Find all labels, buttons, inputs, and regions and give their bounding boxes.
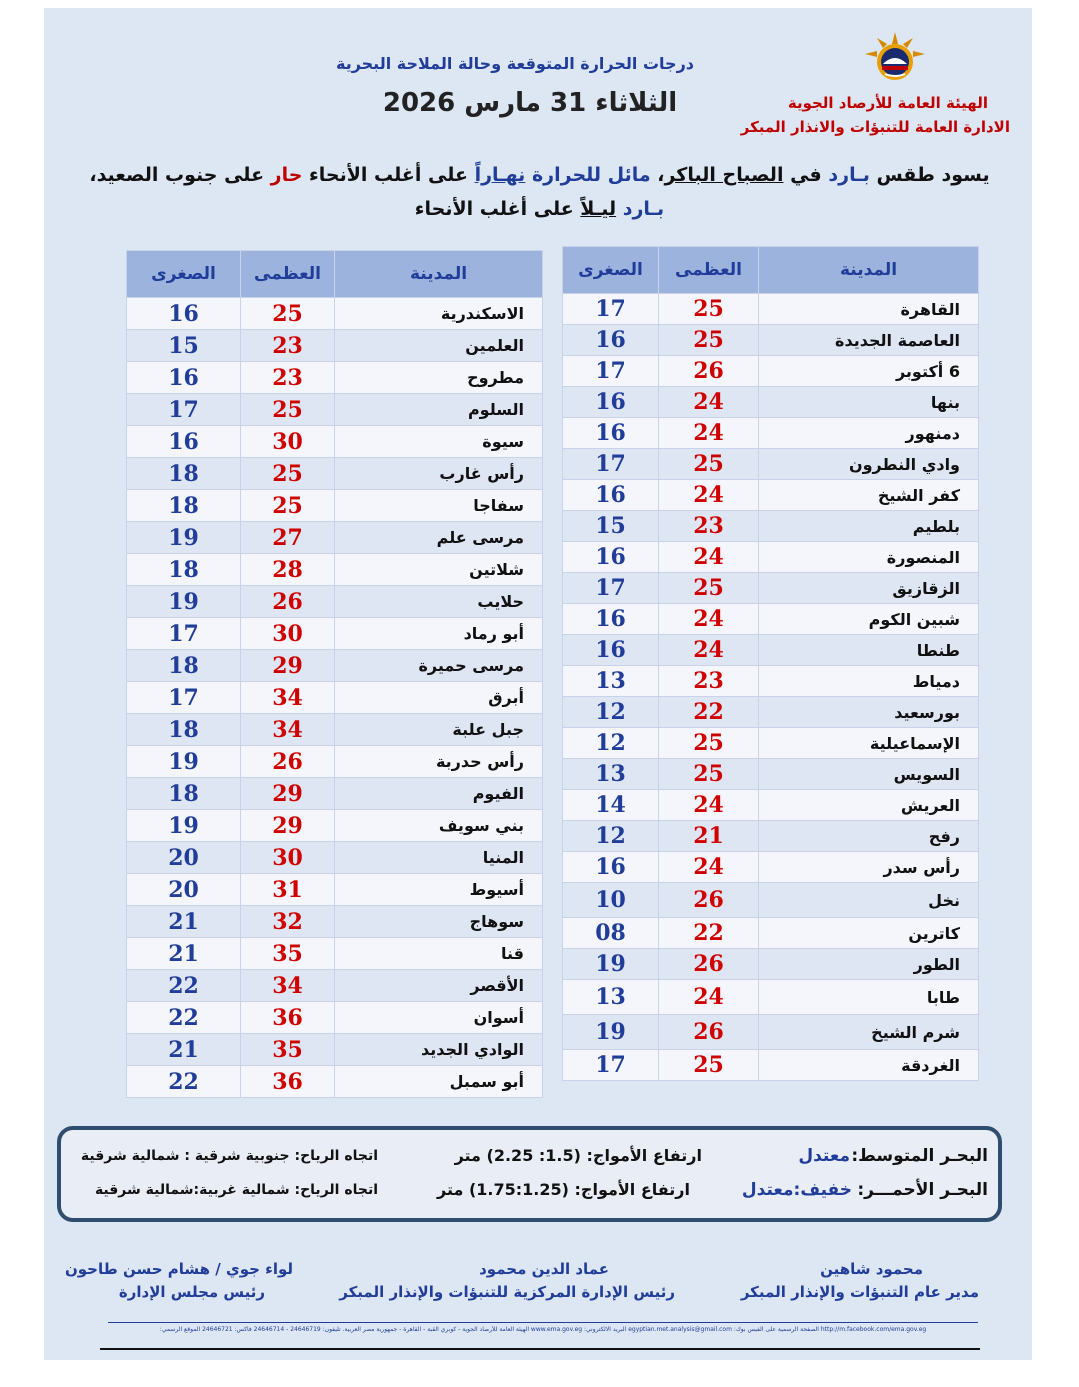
city-cell: الطور: [759, 949, 979, 980]
min-temp-cell: 17: [563, 1050, 659, 1081]
max-temp-cell: 32: [241, 906, 335, 938]
min-temp-cell: 16: [563, 418, 659, 449]
table-row: [127, 938, 543, 970]
table-row: [127, 330, 543, 362]
max-temp-cell: 30: [241, 618, 335, 650]
city-cell: رأس حدربة: [335, 746, 543, 778]
max-temp-cell: 35: [241, 1034, 335, 1066]
table-row: [563, 480, 979, 511]
max-temp-cell: 27: [241, 522, 335, 554]
temperature-table-right: [562, 246, 979, 1081]
city-cell: 6 أكتوبر: [759, 356, 979, 387]
city-cell: العاصمة الجديدة: [759, 325, 979, 356]
max-temp-cell: 24: [659, 387, 759, 418]
city-cell: العلمين: [335, 330, 543, 362]
table-row: [563, 759, 979, 790]
table-row: [563, 1015, 979, 1050]
table-row: [563, 356, 979, 387]
ema-logo-icon: [855, 30, 935, 90]
city-cell: بني سويف: [335, 810, 543, 842]
max-temp-cell: 22: [659, 697, 759, 728]
city-cell: شلاتين: [335, 554, 543, 586]
city-cell: المنصورة: [759, 542, 979, 573]
city-cell: رأس سدر: [759, 852, 979, 883]
min-temp-cell: 16: [563, 852, 659, 883]
table-row: [563, 666, 979, 697]
max-temp-cell: 24: [659, 635, 759, 666]
footer-divider: [108, 1322, 978, 1323]
city-cell: الاسكندرية: [335, 298, 543, 330]
min-temp-cell: 21: [127, 1034, 241, 1066]
min-temp-cell: 19: [563, 1015, 659, 1050]
table-row: [563, 604, 979, 635]
min-temp-cell: 17: [563, 449, 659, 480]
min-temp-cell: 16: [563, 387, 659, 418]
footer-contact-line[interactable]: http://m.facebook.com/ema.gov.eg الصفحة الرسمية على الفيس بوك: egyptian.met.analysis@gmail.com البريد الالكتروني: www.ema.gov.eg الهيئة العامة للأرصاد الجوية - كوبري القبة - القاهرة - جمهورية مصر العربية. تليفون: 24646719 - 24646714 فاكس: 24646721 الموقع الرسمي:: [159, 1326, 927, 1333]
city-cell: مرسى علم: [335, 522, 543, 554]
min-temp-cell: 17: [127, 682, 241, 714]
city-cell: أبو سمبل: [335, 1066, 543, 1098]
city-cell: سيوة: [335, 426, 543, 458]
table-row: [563, 790, 979, 821]
max-temp-cell: 24: [659, 604, 759, 635]
bottom-rule: [100, 1348, 980, 1350]
city-cell: سوهاج: [335, 906, 543, 938]
min-temp-cell: 17: [563, 294, 659, 325]
document-subtitle: درجات الحرارة المتوقعة وحالة الملاحة البحرية: [335, 54, 694, 73]
max-temp-cell: 26: [659, 1015, 759, 1050]
org-department: الادارة العامة للتنبؤات والانذار المبكر: [740, 118, 1010, 136]
min-temp-cell: 19: [127, 746, 241, 778]
forecast-summary-line2: بـارد ليـلاً على أغلب الأنحاء: [414, 198, 665, 220]
max-temp-cell: 25: [659, 1050, 759, 1081]
min-temp-cell: 18: [127, 778, 241, 810]
city-cell: طنطا: [759, 635, 979, 666]
max-temp-cell: 24: [659, 980, 759, 1015]
min-temp-cell: 22: [127, 970, 241, 1002]
city-cell: أسيوط: [335, 874, 543, 906]
min-temp-cell: 18: [127, 554, 241, 586]
city-cell: سفاجا: [335, 490, 543, 522]
min-temp-cell: 12: [563, 697, 659, 728]
city-cell: وادي النطرون: [759, 449, 979, 480]
table-row: [127, 1034, 543, 1066]
city-cell: السويس: [759, 759, 979, 790]
max-temp-cell: 25: [659, 759, 759, 790]
city-cell: بورسعيد: [759, 697, 979, 728]
med-sea-waves: ارتفاع الأمواج: (1.5: 2.25) متر: [454, 1146, 702, 1165]
table-row: [127, 522, 543, 554]
max-temp-cell: 25: [241, 298, 335, 330]
city-cell: نخل: [759, 883, 979, 918]
table-row: [127, 810, 543, 842]
max-temp-cell: 25: [659, 573, 759, 604]
min-temp-cell: 17: [563, 573, 659, 604]
table-row: [563, 325, 979, 356]
table-row: [127, 778, 543, 810]
city-cell: حلايب: [335, 586, 543, 618]
min-temp-cell: 13: [563, 759, 659, 790]
sea-state-box: [57, 1126, 1002, 1222]
min-temp-cell: 16: [127, 426, 241, 458]
min-temp-cell: 16: [127, 362, 241, 394]
min-temp-cell: 18: [127, 650, 241, 682]
column-header-max: العظمى: [241, 251, 335, 298]
city-cell: الزقازيق: [759, 573, 979, 604]
column-header-city: المدينة: [335, 251, 543, 298]
max-temp-cell: 24: [659, 852, 759, 883]
temperature-table-left: [126, 250, 543, 1098]
signature-name-2: عماد الدين محمود: [479, 1260, 609, 1278]
table-row: [563, 511, 979, 542]
table-row: [127, 490, 543, 522]
table-row: [127, 362, 543, 394]
table-row: [127, 682, 543, 714]
city-cell: أبو رماد: [335, 618, 543, 650]
max-temp-cell: 24: [659, 790, 759, 821]
table-row: [563, 573, 979, 604]
min-temp-cell: 16: [563, 542, 659, 573]
city-cell: شرم الشيخ: [759, 1015, 979, 1050]
signature-title-2: رئيس الإدارة المركزية للتنبؤات والإنذار المبكر: [339, 1283, 675, 1301]
city-cell: أسوان: [335, 1002, 543, 1034]
max-temp-cell: 26: [241, 746, 335, 778]
table-row: [563, 980, 979, 1015]
min-temp-cell: 22: [127, 1002, 241, 1034]
table-row: [127, 970, 543, 1002]
max-temp-cell: 34: [241, 714, 335, 746]
city-cell: مرسى حميرة: [335, 650, 543, 682]
table-row: [127, 874, 543, 906]
min-temp-cell: 15: [563, 511, 659, 542]
min-temp-cell: 19: [127, 810, 241, 842]
min-temp-cell: 22: [127, 1066, 241, 1098]
red-sea-state: خفيف:معتدل: [741, 1180, 852, 1200]
city-cell: السلوم: [335, 394, 543, 426]
city-cell: بلطيم: [759, 511, 979, 542]
table-row: [563, 1050, 979, 1081]
min-temp-cell: 18: [127, 458, 241, 490]
document-date: الثلاثاء 31 مارس 2026: [382, 88, 678, 118]
city-cell: مطروح: [335, 362, 543, 394]
min-temp-cell: 14: [563, 790, 659, 821]
city-cell: الغردقة: [759, 1050, 979, 1081]
min-temp-cell: 17: [127, 618, 241, 650]
table-row: [563, 883, 979, 918]
city-cell: كاترين: [759, 918, 979, 949]
column-header-min: الصغرى: [127, 251, 241, 298]
city-cell: الفيوم: [335, 778, 543, 810]
city-cell: بنها: [759, 387, 979, 418]
signature-title-3: رئيس مجلس الإدارة: [118, 1283, 265, 1301]
max-temp-cell: 26: [659, 356, 759, 387]
max-temp-cell: 25: [659, 449, 759, 480]
city-cell: رفح: [759, 821, 979, 852]
max-temp-cell: 29: [241, 810, 335, 842]
table-row: [563, 294, 979, 325]
max-temp-cell: 30: [241, 426, 335, 458]
table-row: [563, 542, 979, 573]
max-temp-cell: 24: [659, 542, 759, 573]
max-temp-cell: 25: [241, 394, 335, 426]
max-temp-cell: 34: [241, 970, 335, 1002]
min-temp-cell: 16: [563, 635, 659, 666]
max-temp-cell: 23: [241, 330, 335, 362]
city-cell: جبل علبة: [335, 714, 543, 746]
city-cell: قنا: [335, 938, 543, 970]
min-temp-cell: 12: [563, 728, 659, 759]
min-temp-cell: 16: [563, 480, 659, 511]
table-row: [127, 906, 543, 938]
max-temp-cell: 25: [659, 325, 759, 356]
table-row: [563, 918, 979, 949]
min-temp-cell: 10: [563, 883, 659, 918]
max-temp-cell: 29: [241, 650, 335, 682]
min-temp-cell: 13: [563, 980, 659, 1015]
max-temp-cell: 23: [659, 511, 759, 542]
city-cell: طابا: [759, 980, 979, 1015]
red-sea-label: البحـر الأحمـــر:: [857, 1180, 988, 1200]
min-temp-cell: 13: [563, 666, 659, 697]
max-temp-cell: 31: [241, 874, 335, 906]
city-cell: الإسماعيلية: [759, 728, 979, 759]
max-temp-cell: 23: [241, 362, 335, 394]
max-temp-cell: 28: [241, 554, 335, 586]
table-row: [127, 714, 543, 746]
table-row: [127, 746, 543, 778]
city-cell: دمنهور: [759, 418, 979, 449]
max-temp-cell: 21: [659, 821, 759, 852]
med-sea-state: معتدل: [798, 1146, 850, 1166]
city-cell: كفر الشيخ: [759, 480, 979, 511]
table-row: [127, 1066, 543, 1098]
max-temp-cell: 25: [659, 728, 759, 759]
max-temp-cell: 30: [241, 842, 335, 874]
red-sea-waves: ارتفاع الأمواج: (1.75:1.25) متر: [437, 1180, 690, 1199]
min-temp-cell: 08: [563, 918, 659, 949]
min-temp-cell: 18: [127, 490, 241, 522]
table-row: [563, 821, 979, 852]
red-sea-wind: اتجاه الرياح: شمالية غربية:شمالية شرقية: [94, 1182, 378, 1198]
max-temp-cell: 26: [659, 883, 759, 918]
max-temp-cell: 25: [241, 490, 335, 522]
min-temp-cell: 16: [563, 604, 659, 635]
signature-name-1: محمود شاهين: [820, 1260, 923, 1278]
table-row: [127, 458, 543, 490]
table-row: [563, 635, 979, 666]
city-cell: الأقصر: [335, 970, 543, 1002]
max-temp-cell: 36: [241, 1066, 335, 1098]
table-row: [127, 426, 543, 458]
table-row: [563, 697, 979, 728]
forecast-summary-line1: يسود طقس بـارد في الصباح الباكر، مائل للحرارة نهـاراً على أغلب الأنحاء حار على جنوب الصعيد،: [89, 164, 990, 186]
med-sea-wind: اتجاه الرياح: جنوبية شرقية : شمالية شرقية: [80, 1148, 378, 1164]
max-temp-cell: 25: [241, 458, 335, 490]
table-row: [563, 387, 979, 418]
city-cell: أبرق: [335, 682, 543, 714]
max-temp-cell: 26: [659, 949, 759, 980]
max-temp-cell: 22: [659, 918, 759, 949]
city-cell: رأس غارب: [335, 458, 543, 490]
min-temp-cell: 17: [563, 356, 659, 387]
column-header-max: العظمى: [659, 247, 759, 294]
signature-name-3: لواء جوي / هشام حسن طاحون: [64, 1260, 293, 1278]
min-temp-cell: 19: [127, 586, 241, 618]
table-row: [563, 418, 979, 449]
min-temp-cell: 16: [563, 325, 659, 356]
table-row: [127, 394, 543, 426]
table-row: [127, 1002, 543, 1034]
city-cell: شبين الكوم: [759, 604, 979, 635]
min-temp-cell: 20: [127, 874, 241, 906]
table-row: [127, 618, 543, 650]
min-temp-cell: 16: [127, 298, 241, 330]
signature-title-1: مدير عام التنبؤات والإنذار المبكر: [740, 1283, 979, 1301]
table-row: [563, 949, 979, 980]
table-row: [127, 842, 543, 874]
min-temp-cell: 15: [127, 330, 241, 362]
min-temp-cell: 19: [563, 949, 659, 980]
min-temp-cell: 17: [127, 394, 241, 426]
max-temp-cell: 29: [241, 778, 335, 810]
table-row: [127, 586, 543, 618]
city-cell: دمياط: [759, 666, 979, 697]
org-name: الهيئة العامة للأرصاد الجوية: [787, 94, 988, 112]
column-header-city: المدينة: [759, 247, 979, 294]
city-cell: الوادي الجديد: [335, 1034, 543, 1066]
max-temp-cell: 36: [241, 1002, 335, 1034]
column-header-min: الصغرى: [563, 247, 659, 294]
max-temp-cell: 24: [659, 480, 759, 511]
max-temp-cell: 23: [659, 666, 759, 697]
min-temp-cell: 19: [127, 522, 241, 554]
table-row: [127, 650, 543, 682]
table-row: [563, 852, 979, 883]
city-cell: القاهرة: [759, 294, 979, 325]
table-row: [127, 298, 543, 330]
max-temp-cell: 35: [241, 938, 335, 970]
max-temp-cell: 26: [241, 586, 335, 618]
table-row: [563, 449, 979, 480]
table-row: [563, 728, 979, 759]
max-temp-cell: 24: [659, 418, 759, 449]
min-temp-cell: 20: [127, 842, 241, 874]
med-sea-label: البحـر المتوسط:: [851, 1146, 988, 1166]
max-temp-cell: 34: [241, 682, 335, 714]
min-temp-cell: 21: [127, 938, 241, 970]
city-cell: العريش: [759, 790, 979, 821]
city-cell: المنيا: [335, 842, 543, 874]
min-temp-cell: 18: [127, 714, 241, 746]
min-temp-cell: 12: [563, 821, 659, 852]
max-temp-cell: 25: [659, 294, 759, 325]
table-row: [127, 554, 543, 586]
min-temp-cell: 21: [127, 906, 241, 938]
